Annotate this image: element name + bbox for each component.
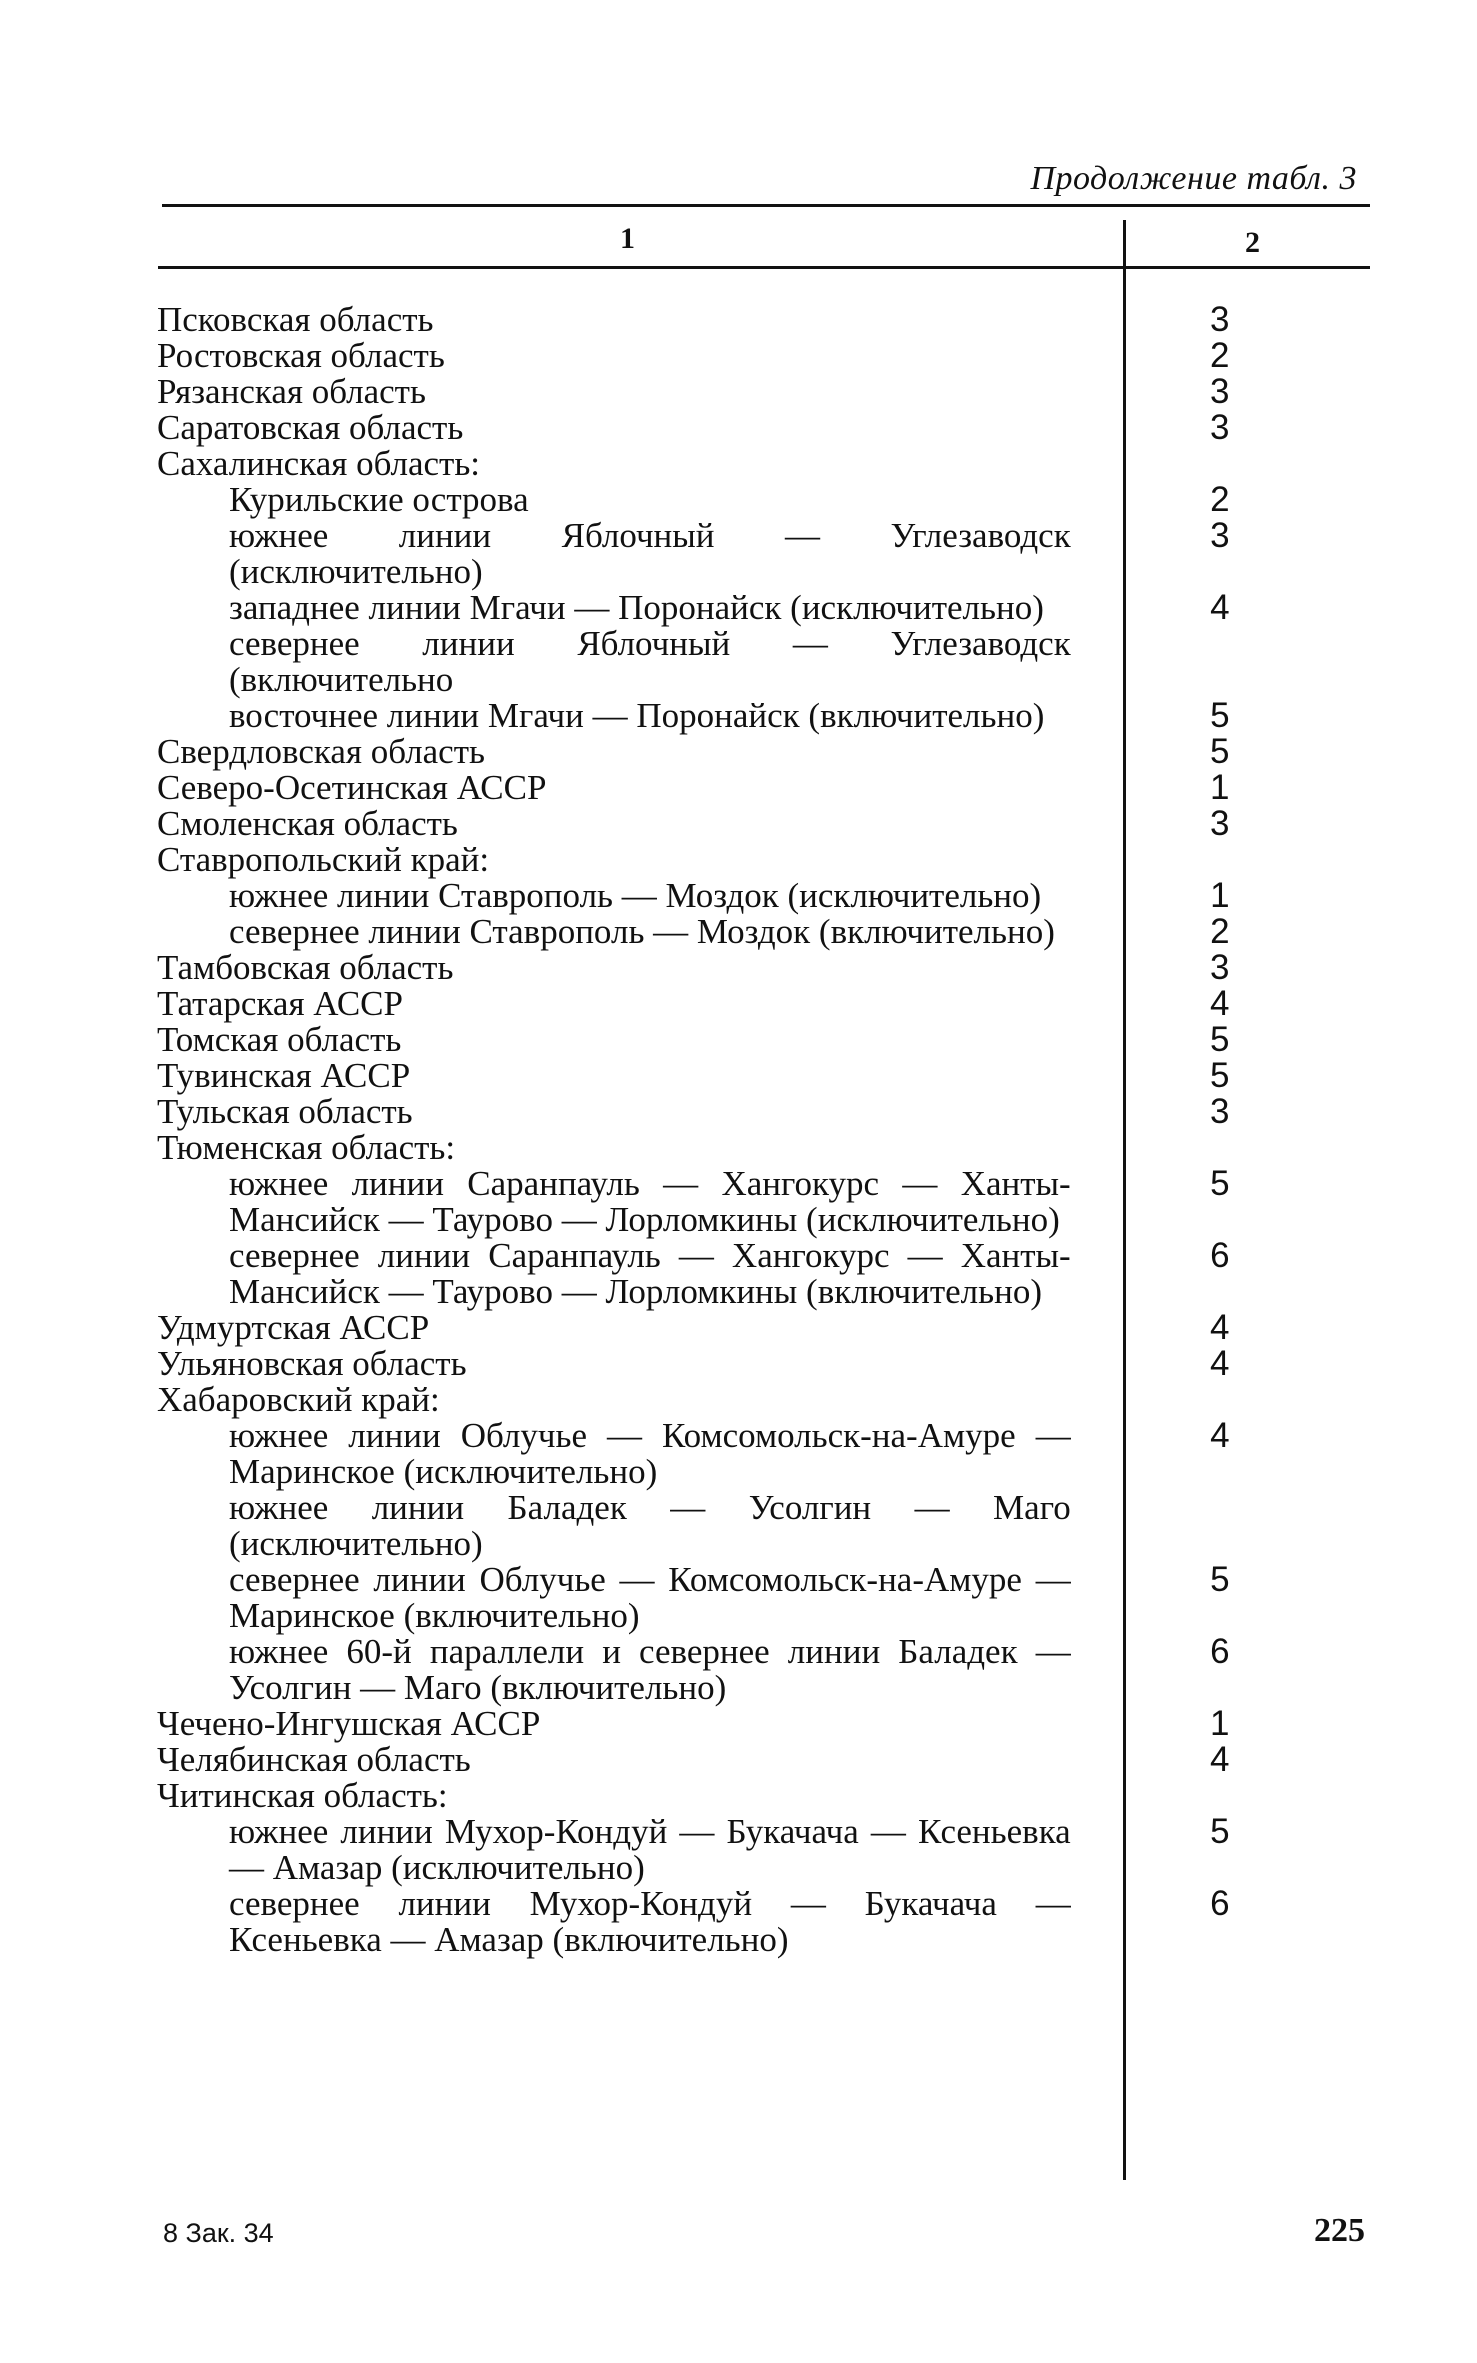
region-text: южнее линии Ставрополь — Моздок (исключительно) (229, 876, 1042, 915)
table-caption: Продолжение табл. 3 (1030, 160, 1357, 197)
table-row (157, 1022, 1367, 1058)
zone-value: 3 (1209, 948, 1230, 987)
table-row (157, 374, 1367, 410)
table-row (157, 302, 1367, 338)
region-text: Тувинская АССР (157, 1056, 411, 1095)
table-row (157, 770, 1367, 806)
table-row (157, 914, 1367, 950)
region-text: Тюменская область: (157, 1128, 456, 1167)
zone-value: 4 (1209, 1740, 1230, 1779)
table-row (157, 446, 1367, 482)
region-text: западнее линии Мгачи — Поронайск (исключительно) (229, 588, 1044, 627)
zone-value: 2 (1210, 480, 1230, 519)
region-text: южнее линии Саранпауль — Хангокурс — Ханты-Мансийск — Таурово — Лорломкины (исключительно) (229, 1164, 1071, 1239)
region-text: южнее линии Яблочный — Углезаводск (исключительно) (229, 516, 1071, 591)
table-row (157, 590, 1367, 626)
column-header-2: 2 (1245, 226, 1260, 259)
table-row (157, 1346, 1367, 1382)
zone-value: 3 (1209, 372, 1230, 411)
region-text: восточнее линии Мгачи — Поронайск (включительно) (229, 696, 1045, 735)
table-row (157, 1634, 1367, 1706)
table-row (157, 1310, 1367, 1346)
zone-value: 3 (1210, 516, 1230, 555)
region-text: севернее линии Облучье — Комсомольск-на-Амуре — Маринское (включительно) (229, 1560, 1071, 1635)
region-text: Чечено-Ингушская АССР (157, 1704, 541, 1743)
caption-underline (162, 204, 1370, 207)
header-rule (158, 266, 1370, 269)
zone-value: 4 (1210, 588, 1230, 627)
table-row (157, 1562, 1367, 1634)
zone-value: 5 (1210, 1812, 1230, 1851)
zone-value: 5 (1209, 732, 1230, 771)
table-row (157, 482, 1367, 518)
table-row (157, 878, 1367, 914)
region-text: севернее линии Мухор-Кондуй — Букачача — Ксеньевка — Амазар (включительно) (229, 1884, 1071, 1959)
zone-value: 5 (1210, 1560, 1230, 1599)
table-row (157, 1742, 1367, 1778)
table-row (157, 1814, 1367, 1886)
region-text: Свердловская область (157, 732, 485, 771)
table-row (157, 842, 1367, 878)
zone-value: 1 (1209, 1704, 1230, 1743)
print-order-note: 8 Зак. 34 (163, 2218, 274, 2248)
zone-value: 3 (1209, 804, 1230, 843)
zone-value: 5 (1210, 696, 1230, 735)
region-text: севернее линии Ставрополь — Моздок (включительно) (229, 912, 1055, 951)
region-text: севернее линии Саранпауль — Хангокурс — Ханты-Мансийск — Таурово — Лорломкины (включительно) (229, 1236, 1071, 1311)
region-text: Ульяновская область (157, 1344, 467, 1383)
table-row (157, 1382, 1367, 1418)
region-text: Томская область (157, 1020, 402, 1059)
region-text: Ставропольский край: (157, 840, 490, 879)
region-text: Саратовская область (157, 408, 464, 447)
region-text: Псковская область (157, 300, 434, 339)
zone-value: 3 (1209, 300, 1230, 339)
zone-value: 5 (1210, 1164, 1230, 1203)
zone-value: 4 (1209, 1344, 1230, 1383)
table-row (157, 1490, 1367, 1562)
table-row (157, 950, 1367, 986)
zone-value: 5 (1209, 1056, 1230, 1095)
region-text: Курильские острова (229, 480, 529, 519)
table-row (157, 734, 1367, 770)
table-row (157, 626, 1367, 698)
table-row (157, 1130, 1367, 1166)
zone-value: 5 (1209, 1020, 1230, 1059)
zone-value: 2 (1210, 912, 1230, 951)
table-row (157, 1778, 1367, 1814)
region-text: Ростовская область (157, 336, 445, 375)
table-row (157, 1886, 1367, 1958)
page-number: 225 (1314, 2212, 1365, 2249)
region-text: Удмуртская АССР (157, 1308, 430, 1347)
zone-value: 6 (1210, 1236, 1230, 1275)
region-text: южнее 60-й параллели и севернее линии Баладек — Усолгин — Маго (включительно) (229, 1632, 1071, 1707)
table-row (157, 338, 1367, 374)
region-text: Челябинская область (157, 1740, 471, 1779)
table-row (157, 806, 1367, 842)
column-header-1: 1 (620, 222, 635, 255)
region-text: Северо-Осетинская АССР (157, 768, 547, 807)
zone-value: 6 (1210, 1884, 1230, 1923)
zone-value: 4 (1209, 984, 1230, 1023)
zone-value: 6 (1210, 1632, 1230, 1671)
table-body (157, 302, 1367, 1958)
table-row (157, 1166, 1367, 1238)
region-text: Рязанская область (157, 372, 426, 411)
table-row (157, 410, 1367, 446)
region-text: Тульская область (157, 1092, 413, 1131)
zone-value: 3 (1209, 408, 1230, 447)
zone-value: 3 (1209, 1092, 1230, 1131)
zone-value: 1 (1209, 768, 1230, 807)
region-text: Читинская область: (157, 1776, 448, 1815)
region-text: Хабаровский край: (157, 1380, 440, 1419)
region-text: Смоленская область (157, 804, 458, 843)
table-row (157, 1418, 1367, 1490)
region-text: Тамбовская область (157, 948, 454, 987)
zone-value: 2 (1209, 336, 1230, 375)
table-row (157, 698, 1367, 734)
table-row (157, 1058, 1367, 1094)
zone-value: 1 (1210, 876, 1230, 915)
table-row (157, 1094, 1367, 1130)
region-text: южнее линии Мухор-Кондуй — Букачача — Ксеньевка — Амазар (исключительно) (229, 1812, 1071, 1887)
table-row (157, 518, 1367, 590)
zone-value: 4 (1210, 1416, 1230, 1455)
region-text: южнее линии Облучье — Комсомольск-на-Амуре — Маринское (исключительно) (229, 1416, 1071, 1491)
region-text: Татарская АССР (157, 984, 403, 1023)
table-row (157, 1706, 1367, 1742)
table-row (157, 986, 1367, 1022)
zone-value: 4 (1209, 1308, 1230, 1347)
region-text: севернее линии Яблочный — Углезаводск (включительно (229, 624, 1071, 699)
region-text: южнее линии Баладек — Усолгин — Маго (исключительно) (229, 1488, 1071, 1563)
region-text: Сахалинская область: (157, 444, 481, 483)
table-row (157, 1238, 1367, 1310)
